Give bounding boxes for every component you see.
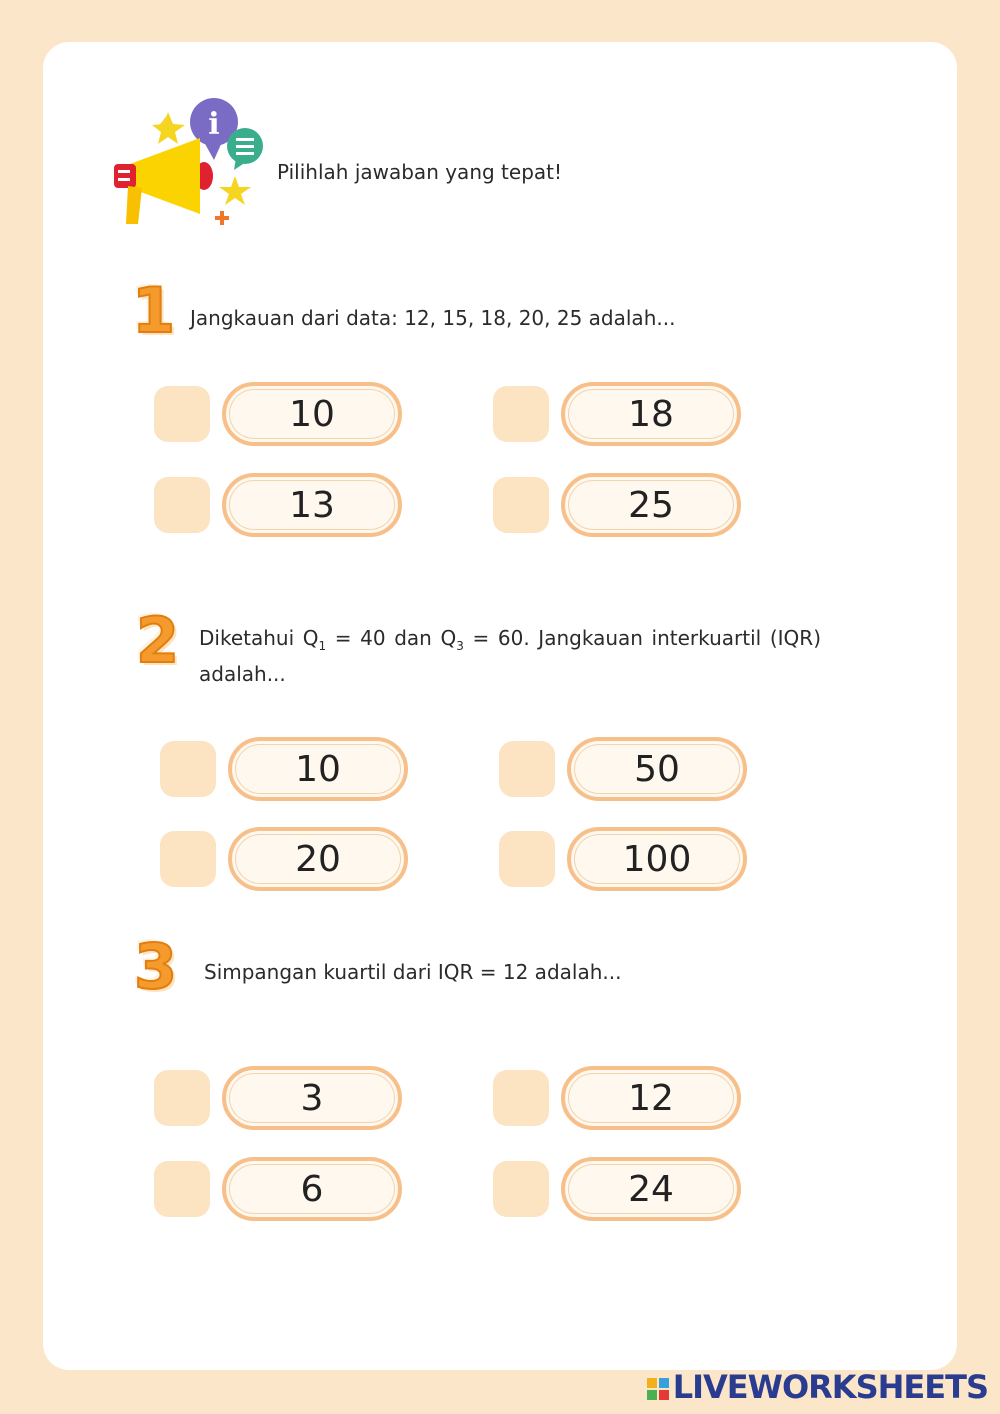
answer-checkbox[interactable] (154, 1161, 210, 1217)
question-2-text: Diketahui $Q_1 = 40$ dan $Q_3 = 60$. Jangkauan interkuartil (IQR) adalah... (199, 626, 821, 686)
answer-option[interactable]: 6 (222, 1157, 402, 1221)
answer-checkbox[interactable] (493, 477, 549, 533)
megaphone-icon (112, 98, 268, 230)
answer-option[interactable]: 12 (561, 1066, 741, 1130)
answer-option[interactable]: 100 (567, 827, 747, 891)
answer-option[interactable]: 10 (222, 382, 402, 446)
brand-name: LIVEWORKSHEETS (672, 1368, 988, 1406)
answer-option[interactable]: 10 (228, 737, 408, 801)
answer-option[interactable]: 18 (561, 382, 741, 446)
question-3-text: Simpangan kuartil dari IQR = 12 adalah... (204, 960, 622, 984)
answer-checkbox[interactable] (493, 1161, 549, 1217)
answer-checkbox[interactable] (493, 386, 549, 442)
answer-checkbox[interactable] (154, 1070, 210, 1126)
answer-option[interactable]: 50 (567, 737, 747, 801)
question-number-2: 2 (136, 604, 180, 677)
question-number-3: 3 (134, 930, 178, 1003)
logo-blocks-icon (647, 1378, 669, 1400)
question-1-text: Jangkauan dari data: 12, 15, 18, 20, 25 adalah... (190, 306, 676, 330)
answer-checkbox[interactable] (160, 831, 216, 887)
answer-checkbox[interactable] (154, 477, 210, 533)
answer-checkbox[interactable] (154, 386, 210, 442)
answer-checkbox[interactable] (493, 1070, 549, 1126)
answer-checkbox[interactable] (160, 741, 216, 797)
answer-option[interactable]: 24 (561, 1157, 741, 1221)
answer-option[interactable]: 20 (228, 827, 408, 891)
answer-checkbox[interactable] (499, 741, 555, 797)
svg-text:i: i (208, 107, 220, 142)
answer-option[interactable]: 13 (222, 473, 402, 537)
answer-option[interactable]: 25 (561, 473, 741, 537)
answer-checkbox[interactable] (499, 831, 555, 887)
instruction-text: Pilihlah jawaban yang tepat! (277, 160, 562, 184)
answer-option[interactable]: 3 (222, 1066, 402, 1130)
question-number-1: 1 (132, 274, 176, 347)
liveworksheets-logo (647, 1368, 988, 1406)
